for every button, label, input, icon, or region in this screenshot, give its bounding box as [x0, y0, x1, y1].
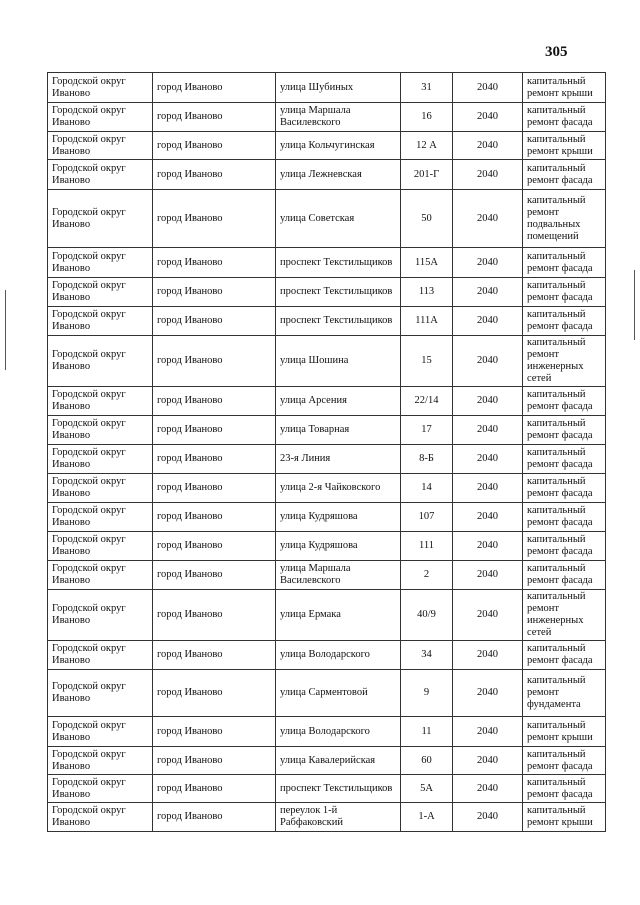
- table-row: [48, 160, 606, 190]
- year-cell: 2040: [453, 73, 523, 103]
- table-row: [48, 190, 606, 248]
- table-row: [48, 278, 606, 307]
- scan-margin-mark: [5, 290, 6, 370]
- district-cell: Городской округ Иваново: [48, 336, 153, 387]
- year-cell: 2040: [453, 641, 523, 670]
- table-row: [48, 717, 606, 747]
- city-cell: город Иваново: [153, 503, 276, 532]
- street-cell: улица Шубиных: [276, 73, 401, 103]
- work-type-cell: капитальный ремонт крыши: [523, 73, 606, 103]
- year-cell: 2040: [453, 132, 523, 160]
- page-number: 305: [545, 44, 568, 60]
- table-row: [48, 775, 606, 803]
- district-cell: Городской округ Иваново: [48, 307, 153, 336]
- year-cell: 2040: [453, 307, 523, 336]
- district-cell: Городской округ Иваново: [48, 590, 153, 641]
- work-type-cell: капитальный ремонт фасада: [523, 641, 606, 670]
- year-cell: 2040: [453, 775, 523, 803]
- house-number-cell: 111: [401, 532, 453, 561]
- house-number-cell: 34: [401, 641, 453, 670]
- house-number-cell: 2: [401, 561, 453, 590]
- table-row: [48, 73, 606, 103]
- work-type-cell: капитальный ремонт крыши: [523, 717, 606, 747]
- district-cell: Городской округ Иваново: [48, 775, 153, 803]
- street-cell: 23-я Линия: [276, 445, 401, 474]
- street-cell: улица 2-я Чайковского: [276, 474, 401, 503]
- year-cell: 2040: [453, 590, 523, 641]
- district-cell: Городской округ Иваново: [48, 416, 153, 445]
- repair-schedule-table: [47, 72, 606, 832]
- work-type-cell: капитальный ремонт крыши: [523, 132, 606, 160]
- work-type-cell: капитальный ремонт фасада: [523, 445, 606, 474]
- work-type-cell: капитальный ремонт фасада: [523, 561, 606, 590]
- city-cell: город Иваново: [153, 590, 276, 641]
- table-row: [48, 248, 606, 278]
- work-type-cell: капитальный ремонт инженерных сетей: [523, 336, 606, 387]
- work-type-cell: капитальный ремонт фасада: [523, 474, 606, 503]
- table-row: [48, 561, 606, 590]
- table-row: [48, 336, 606, 387]
- city-cell: город Иваново: [153, 132, 276, 160]
- city-cell: город Иваново: [153, 561, 276, 590]
- district-cell: Городской округ Иваново: [48, 474, 153, 503]
- house-number-cell: 17: [401, 416, 453, 445]
- street-cell: улица Маршала Василевского: [276, 561, 401, 590]
- year-cell: 2040: [453, 278, 523, 307]
- city-cell: город Иваново: [153, 190, 276, 248]
- district-cell: Городской округ Иваново: [48, 670, 153, 717]
- table-row: [48, 445, 606, 474]
- street-cell: улица Маршала Василевского: [276, 103, 401, 132]
- district-cell: Городской округ Иваново: [48, 561, 153, 590]
- city-cell: город Иваново: [153, 278, 276, 307]
- work-type-cell: капитальный ремонт инженерных сетей: [523, 590, 606, 641]
- street-cell: проспект Текстильщиков: [276, 307, 401, 336]
- work-type-cell: капитальный ремонт фасада: [523, 503, 606, 532]
- year-cell: 2040: [453, 503, 523, 532]
- work-type-cell: капитальный ремонт фасада: [523, 387, 606, 416]
- house-number-cell: 115А: [401, 248, 453, 278]
- district-cell: Городской округ Иваново: [48, 747, 153, 775]
- city-cell: город Иваново: [153, 641, 276, 670]
- year-cell: 2040: [453, 532, 523, 561]
- table-row: [48, 532, 606, 561]
- district-cell: Городской округ Иваново: [48, 248, 153, 278]
- street-cell: улица Кудряшова: [276, 503, 401, 532]
- city-cell: город Иваново: [153, 747, 276, 775]
- district-cell: Городской округ Иваново: [48, 160, 153, 190]
- house-number-cell: 111А: [401, 307, 453, 336]
- house-number-cell: 31: [401, 73, 453, 103]
- city-cell: город Иваново: [153, 73, 276, 103]
- street-cell: улица Володарского: [276, 641, 401, 670]
- district-cell: Городской округ Иваново: [48, 132, 153, 160]
- house-number-cell: 12 А: [401, 132, 453, 160]
- street-cell: улица Ермака: [276, 590, 401, 641]
- year-cell: 2040: [453, 336, 523, 387]
- work-type-cell: капитальный ремонт фундамента: [523, 670, 606, 717]
- table-row: [48, 670, 606, 717]
- scan-margin-mark: [634, 270, 635, 340]
- city-cell: город Иваново: [153, 445, 276, 474]
- street-cell: улица Кудряшова: [276, 532, 401, 561]
- street-cell: переулок 1-й Рабфаковский: [276, 803, 401, 832]
- district-cell: Городской округ Иваново: [48, 445, 153, 474]
- house-number-cell: 16: [401, 103, 453, 132]
- table-row: [48, 416, 606, 445]
- city-cell: город Иваново: [153, 416, 276, 445]
- year-cell: 2040: [453, 160, 523, 190]
- street-cell: проспект Текстильщиков: [276, 775, 401, 803]
- house-number-cell: 5А: [401, 775, 453, 803]
- street-cell: проспект Текстильщиков: [276, 248, 401, 278]
- work-type-cell: капитальный ремонт фасада: [523, 160, 606, 190]
- district-cell: Городской округ Иваново: [48, 387, 153, 416]
- table-row: [48, 641, 606, 670]
- city-cell: город Иваново: [153, 670, 276, 717]
- street-cell: улица Товарная: [276, 416, 401, 445]
- year-cell: 2040: [453, 717, 523, 747]
- city-cell: город Иваново: [153, 474, 276, 503]
- work-type-cell: капитальный ремонт крыши: [523, 803, 606, 832]
- house-number-cell: 40/9: [401, 590, 453, 641]
- district-cell: Городской округ Иваново: [48, 803, 153, 832]
- district-cell: Городской округ Иваново: [48, 641, 153, 670]
- table-row: [48, 503, 606, 532]
- house-number-cell: 201-Г: [401, 160, 453, 190]
- city-cell: город Иваново: [153, 387, 276, 416]
- work-type-cell: капитальный ремонт фасада: [523, 103, 606, 132]
- year-cell: 2040: [453, 747, 523, 775]
- city-cell: город Иваново: [153, 336, 276, 387]
- work-type-cell: капитальный ремонт фасада: [523, 278, 606, 307]
- work-type-cell: капитальный ремонт фасада: [523, 248, 606, 278]
- work-type-cell: капитальный ремонт фасада: [523, 532, 606, 561]
- table-row: [48, 590, 606, 641]
- house-number-cell: 113: [401, 278, 453, 307]
- year-cell: 2040: [453, 474, 523, 503]
- year-cell: 2040: [453, 445, 523, 474]
- house-number-cell: 9: [401, 670, 453, 717]
- district-cell: Городской округ Иваново: [48, 103, 153, 132]
- street-cell: улица Кавалерийская: [276, 747, 401, 775]
- year-cell: 2040: [453, 416, 523, 445]
- district-cell: Городской округ Иваново: [48, 73, 153, 103]
- district-cell: Городской округ Иваново: [48, 278, 153, 307]
- house-number-cell: 22/14: [401, 387, 453, 416]
- district-cell: Городской округ Иваново: [48, 190, 153, 248]
- year-cell: 2040: [453, 248, 523, 278]
- city-cell: город Иваново: [153, 775, 276, 803]
- work-type-cell: капитальный ремонт фасада: [523, 747, 606, 775]
- year-cell: 2040: [453, 190, 523, 248]
- year-cell: 2040: [453, 670, 523, 717]
- year-cell: 2040: [453, 103, 523, 132]
- table-row: [48, 387, 606, 416]
- table-row: [48, 803, 606, 832]
- year-cell: 2040: [453, 387, 523, 416]
- city-cell: город Иваново: [153, 803, 276, 832]
- house-number-cell: 14: [401, 474, 453, 503]
- work-type-cell: капитальный ремонт фасада: [523, 775, 606, 803]
- house-number-cell: 1-А: [401, 803, 453, 832]
- house-number-cell: 107: [401, 503, 453, 532]
- work-type-cell: капитальный ремонт подвальных помещений: [523, 190, 606, 248]
- table-row: [48, 103, 606, 132]
- district-cell: Городской округ Иваново: [48, 717, 153, 747]
- house-number-cell: 11: [401, 717, 453, 747]
- table-row: [48, 132, 606, 160]
- city-cell: город Иваново: [153, 160, 276, 190]
- house-number-cell: 50: [401, 190, 453, 248]
- street-cell: улица Володарского: [276, 717, 401, 747]
- street-cell: проспект Текстильщиков: [276, 278, 401, 307]
- street-cell: улица Сарментовой: [276, 670, 401, 717]
- city-cell: город Иваново: [153, 532, 276, 561]
- district-cell: Городской округ Иваново: [48, 503, 153, 532]
- city-cell: город Иваново: [153, 103, 276, 132]
- street-cell: улица Шошина: [276, 336, 401, 387]
- street-cell: улица Арсения: [276, 387, 401, 416]
- work-type-cell: капитальный ремонт фасада: [523, 307, 606, 336]
- district-cell: Городской округ Иваново: [48, 532, 153, 561]
- street-cell: улица Советская: [276, 190, 401, 248]
- house-number-cell: 15: [401, 336, 453, 387]
- table-row: [48, 474, 606, 503]
- table-row: [48, 307, 606, 336]
- city-cell: город Иваново: [153, 307, 276, 336]
- year-cell: 2040: [453, 803, 523, 832]
- street-cell: улица Кольчугинская: [276, 132, 401, 160]
- work-type-cell: капитальный ремонт фасада: [523, 416, 606, 445]
- house-number-cell: 60: [401, 747, 453, 775]
- year-cell: 2040: [453, 561, 523, 590]
- table-row: [48, 747, 606, 775]
- city-cell: город Иваново: [153, 717, 276, 747]
- city-cell: город Иваново: [153, 248, 276, 278]
- street-cell: улица Лежневская: [276, 160, 401, 190]
- house-number-cell: 8-Б: [401, 445, 453, 474]
